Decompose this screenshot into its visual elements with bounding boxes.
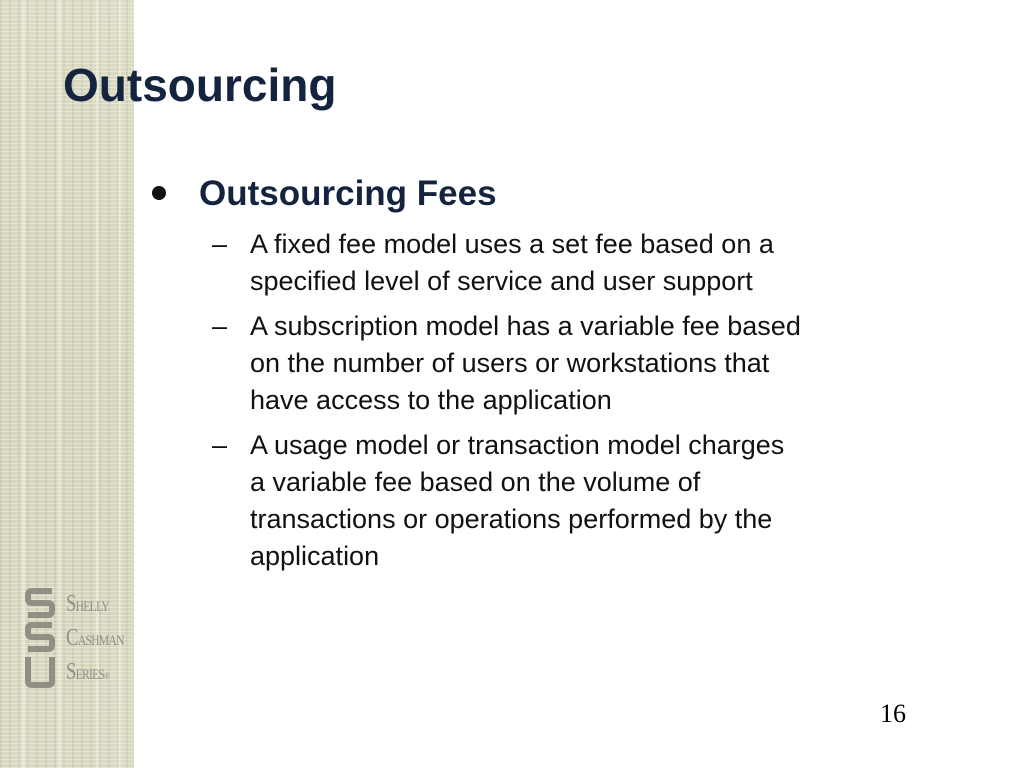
bullet-item: [148, 174, 968, 218]
text-line: application: [250, 541, 380, 571]
text-line: A fixed fee model uses a set fee based on a: [250, 229, 774, 259]
registered-mark: ®: [104, 671, 109, 681]
sub-bullet-fixed-fee: [148, 226, 968, 300]
slide-content: [148, 174, 968, 583]
sub-bullet-usage: [148, 427, 968, 575]
sub-bullet-text: [250, 427, 968, 575]
shelly-cashman-logo: [24, 585, 124, 695]
logo-initial: S: [66, 591, 76, 617]
logo-word-rest: ASHMAN: [77, 633, 124, 649]
text-line: A usage model or transaction model charges: [250, 430, 785, 460]
series-logo-icon: [24, 585, 56, 691]
text-line: a variable fee based on the volume of: [250, 467, 701, 497]
logo-wordmark: [66, 589, 140, 692]
sub-bullet-list: [148, 226, 968, 575]
dash-icon: –: [212, 311, 228, 341]
dash-icon: –: [212, 229, 228, 259]
bullet-heading: Outsourcing Fees: [199, 174, 497, 213]
logo-word-rest: HELLY: [75, 599, 109, 615]
bullet-dot-icon: [152, 186, 166, 200]
text-line: have access to the application: [250, 385, 612, 415]
logo-initial: C: [66, 625, 78, 651]
sub-bullet-text: [250, 226, 968, 300]
sub-bullet-text: [250, 308, 968, 419]
text-line: A subscription model has a variable fee based: [250, 311, 801, 341]
logo-initial: S: [66, 659, 76, 685]
slide-title: Outsourcing: [63, 59, 337, 111]
text-line: transactions or operations performed by the: [250, 504, 773, 534]
dash-icon: –: [212, 430, 228, 460]
page-number: 16: [880, 699, 906, 728]
logo-word-rest: ERIES: [75, 667, 105, 683]
sub-bullet-subscription: [148, 308, 968, 419]
text-line: specified level of service and user support: [250, 266, 753, 296]
text-line: on the number of users or workstations that: [250, 348, 770, 378]
